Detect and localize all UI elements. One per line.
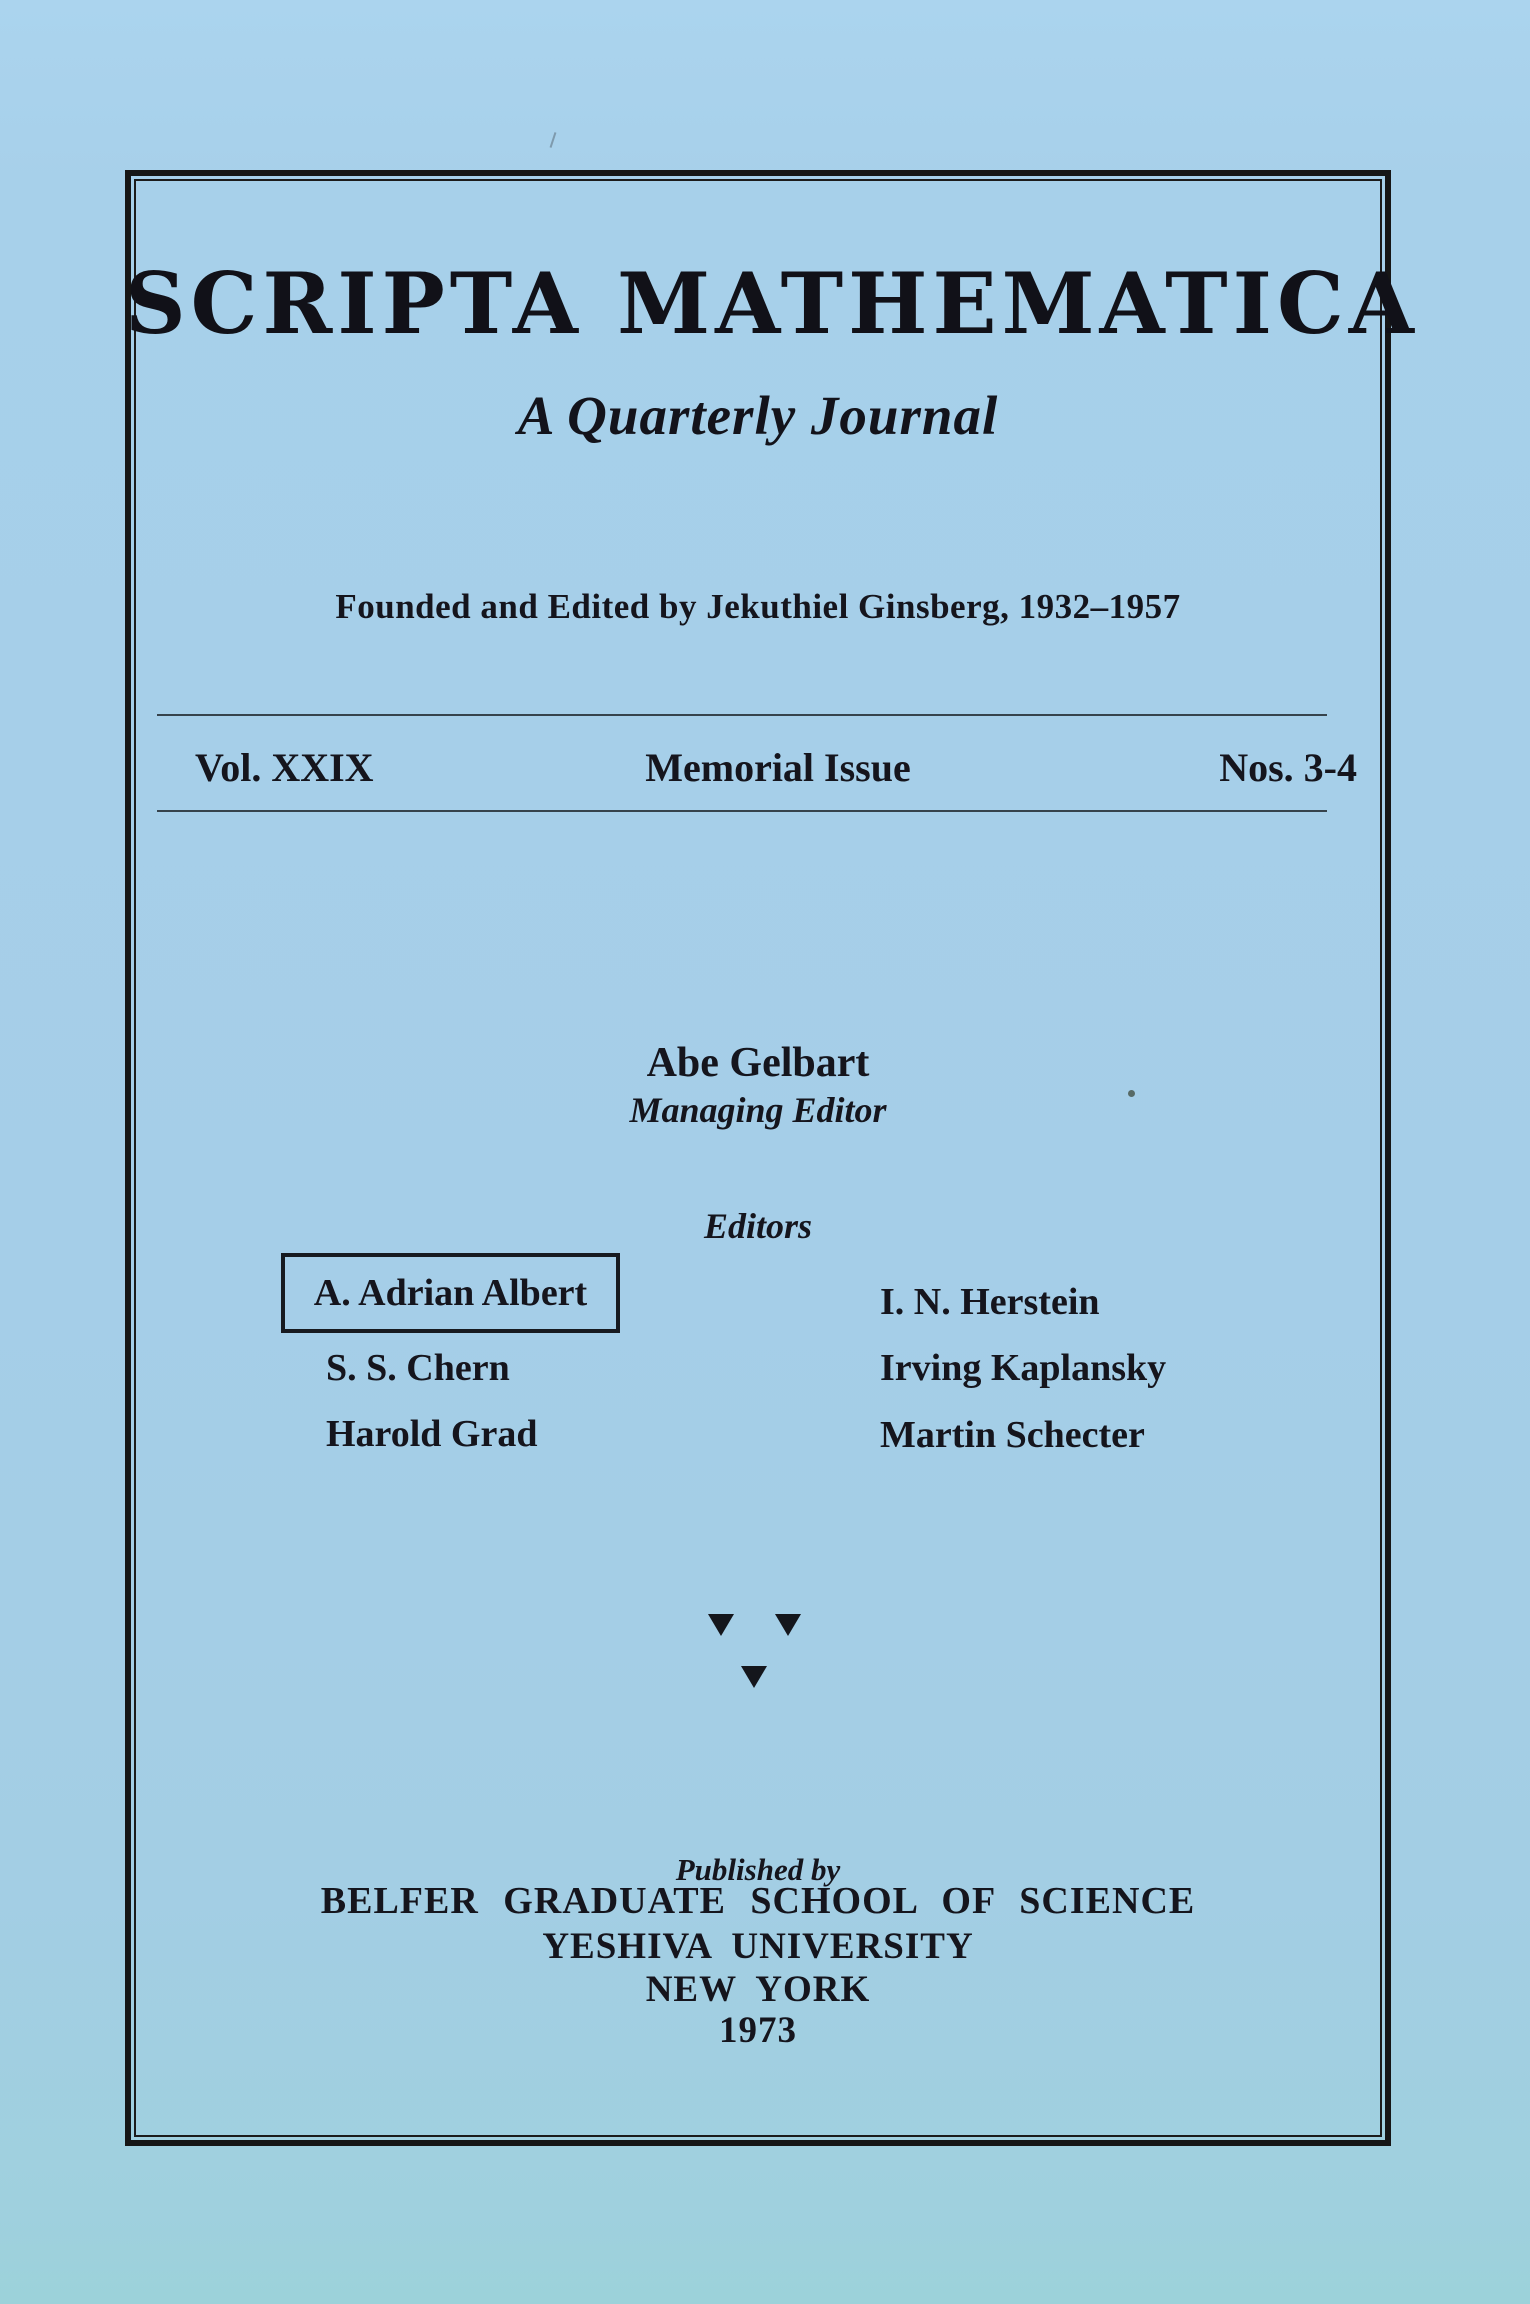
editor-name: Harold Grad [326, 1413, 538, 1455]
memorial-box [281, 1253, 620, 1333]
journal-title: SCRIPTA MATHEMATICA [125, 254, 1419, 353]
issue-title: Memorial Issue [645, 745, 911, 790]
top-divider-rule [157, 714, 1327, 716]
editors-heading: Editors [703, 1206, 813, 1246]
editor-name: S. S. Chern [326, 1347, 510, 1389]
cover-frame [125, 170, 1419, 2146]
issue-numbers-label: Nos. 3-4 [1219, 745, 1357, 790]
ink-spot-artifact [1128, 1090, 1135, 1097]
triangle-down-icon [708, 1614, 734, 1636]
managing-editor-role: Managing Editor [629, 1090, 887, 1130]
publisher-name: BELFER GRADUATE SCHOOL OF SCIENCE [320, 1880, 1196, 1922]
triangle-down-icon [775, 1614, 801, 1636]
editor-name: I. N. Herstein [880, 1281, 1100, 1323]
year-label: 1973 [719, 2010, 797, 2051]
institution-name: YESHIVA UNIVERSITY [542, 1926, 974, 1967]
editor-name: A. Adrian Albert [313, 1272, 588, 1314]
managing-editor-name: Abe Gelbart [646, 1040, 870, 1086]
founder-line: Founded and Edited by Jekuthiel Ginsberg, 1932–1957 [335, 587, 1181, 626]
scan-scratch-artifact [550, 132, 557, 148]
triangle-down-icon [741, 1666, 767, 1688]
volume-label: Vol. XXIX [195, 745, 374, 790]
editor-name: Irving Kaplansky [880, 1347, 1167, 1389]
journal-subtitle: A Quarterly Journal [517, 385, 999, 446]
city-label: NEW YORK [645, 1969, 871, 2010]
cover-frame-inner-rule [134, 179, 1382, 2137]
published-by-label: Published by [675, 1852, 841, 1887]
editor-name: Martin Schecter [880, 1414, 1145, 1456]
bottom-divider-rule [157, 810, 1327, 812]
